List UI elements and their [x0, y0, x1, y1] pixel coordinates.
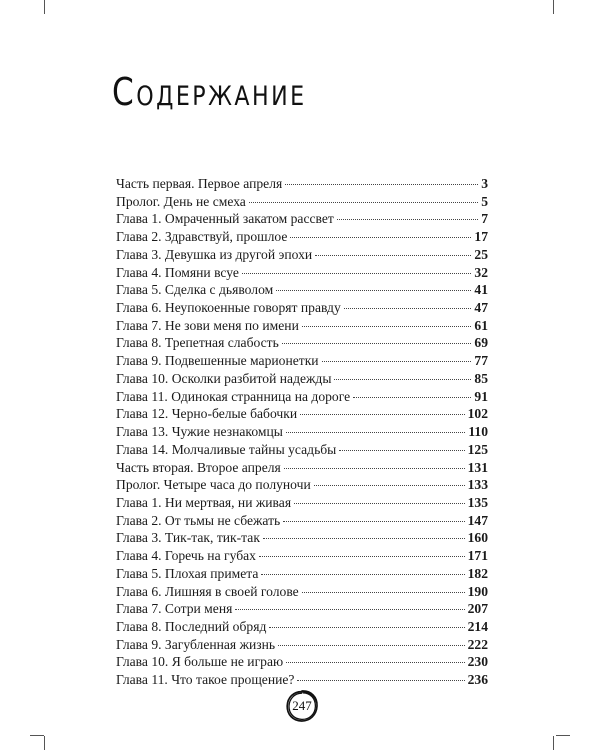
toc-entry-page: 207: [467, 601, 488, 617]
dot-leader: [263, 538, 465, 539]
toc-entry: [116, 459, 488, 477]
toc-entry-page: 61: [474, 317, 488, 333]
dot-leader: [334, 379, 471, 380]
page-title: Содержание: [112, 70, 307, 114]
toc-entry-page: 77: [474, 353, 488, 369]
dot-leader: [269, 627, 464, 628]
toc-entry: [116, 600, 488, 618]
toc-entry-title: Глава 13. Чужие незнакомцы: [116, 424, 283, 440]
page-number: 247: [292, 698, 312, 713]
toc-entry: [116, 317, 488, 335]
toc-entry-page: 133: [467, 477, 488, 493]
dot-leader: [261, 574, 464, 575]
toc-entry-title: Глава 6. Неупокоенные говорят правду: [116, 300, 341, 316]
toc-entry: [116, 653, 488, 671]
dot-leader: [242, 273, 471, 274]
toc-entry: [116, 476, 488, 494]
toc-entry-page: 160: [467, 530, 488, 546]
toc-entry-page: 41: [474, 282, 488, 298]
toc-entry-title: Часть первая. Первое апреля: [116, 176, 283, 191]
dot-leader: [278, 645, 465, 646]
toc-entry-title: Глава 1. Ни мертвая, ни живая: [116, 494, 292, 510]
toc-entry: [116, 299, 488, 317]
toc-entry-page: 7: [481, 211, 488, 227]
toc-entry-title: Глава 5. Сделка с дьяволом: [116, 282, 274, 298]
toc-entry-page: 17: [474, 229, 488, 245]
toc-entry: [116, 423, 488, 441]
dot-leader: [290, 237, 471, 238]
crop-mark-bottom-right-vertical: [553, 736, 554, 750]
dot-leader: [285, 184, 478, 185]
toc-entry: [116, 193, 488, 211]
toc-entry: [116, 583, 488, 601]
toc-entry-page: 25: [474, 246, 488, 262]
toc-entry-title: Глава 4. Горечь на губах: [116, 548, 256, 564]
toc-entry-title: Часть вторая. Второе апреля: [116, 459, 281, 475]
dot-leader: [283, 521, 464, 522]
toc-entry: [116, 352, 488, 370]
toc-entry-page: 131: [467, 459, 488, 475]
toc-entry-page: 3: [481, 176, 488, 191]
toc-entry-title: Глава 1. Омраченный закатом рассвет: [116, 211, 334, 227]
dot-leader: [259, 556, 465, 557]
toc-entry: [116, 388, 488, 406]
toc-entry-title: Пролог. Четыре часа до полуночи: [116, 477, 311, 493]
toc-entry-title: Глава 8. Последний обряд: [116, 618, 267, 634]
crop-mark-bottom-left-vertical: [44, 736, 45, 750]
toc-entry-title: Глава 9. Подвешенные марионетки: [116, 353, 319, 369]
toc-entry-title: Глава 2. От тьмы не сбежать: [116, 512, 281, 528]
dot-leader: [286, 432, 465, 433]
toc-entry-title: Глава 2. Здравствуй, прошлое: [116, 229, 288, 245]
toc-entry-page: 47: [474, 300, 488, 316]
toc-entry-page: 110: [468, 424, 488, 440]
toc-entry-title: Глава 11. Что такое прощение?: [116, 672, 295, 688]
dot-leader: [235, 609, 464, 610]
toc-entry-page: 214: [467, 618, 488, 634]
toc-entry-page: 32: [474, 264, 488, 280]
dot-leader: [339, 450, 464, 451]
toc-entry: [116, 494, 488, 512]
dot-leader: [282, 343, 472, 344]
toc-entry-page: 5: [481, 193, 488, 209]
toc-entry: [116, 441, 488, 459]
toc-entry-title: Глава 3. Тик-так, тик-так: [116, 530, 260, 546]
crop-mark-top-left: [44, 0, 45, 14]
crop-mark-top-right: [553, 0, 554, 14]
toc-entry-title: Пролог. День не смеха: [116, 193, 246, 209]
toc-entry-page: 147: [467, 512, 488, 528]
dot-leader: [353, 397, 471, 398]
toc-entry-title: Глава 14. Молчаливые тайны усадьбы: [116, 441, 337, 457]
dot-leader: [302, 326, 472, 327]
toc-entry: [116, 334, 488, 352]
toc-entry: [116, 264, 488, 282]
toc-entry-page: 91: [474, 388, 488, 404]
dot-leader: [286, 662, 464, 663]
toc-entry: [116, 618, 488, 636]
toc-entry: [116, 636, 488, 654]
dot-leader: [284, 468, 465, 469]
toc-entry-page: 230: [467, 654, 488, 670]
toc-entry-page: 125: [467, 441, 488, 457]
toc-entry-page: 69: [474, 335, 488, 351]
toc-entry-page: 171: [467, 548, 488, 564]
dot-leader: [249, 202, 478, 203]
toc-entry: [116, 405, 488, 423]
toc-entry: [116, 246, 488, 264]
toc-entry: [116, 228, 488, 246]
toc-entry-page: 182: [467, 565, 488, 581]
dot-leader: [344, 308, 472, 309]
dot-leader: [337, 219, 478, 220]
toc-entry: [116, 512, 488, 530]
toc-entry-title: Глава 4. Помяни всуе: [116, 264, 239, 280]
toc-entry: [116, 175, 488, 193]
toc-entry-title: Глава 12. Черно-белые бабочки: [116, 406, 298, 422]
toc-entry-page: 85: [474, 370, 488, 386]
dot-leader: [276, 290, 471, 291]
toc-entry-page: 222: [467, 636, 488, 652]
dot-leader: [322, 361, 472, 362]
toc-entry: [116, 529, 488, 547]
dot-leader: [315, 255, 471, 256]
dot-leader: [302, 592, 465, 593]
crop-mark-bottom-right-horizontal: [556, 735, 570, 736]
toc-entry-title: Глава 10. Я больше не играю: [116, 654, 284, 670]
toc-entry-page: 135: [467, 494, 488, 510]
toc-entry-title: Глава 6. Лишняя в своей голове: [116, 583, 299, 599]
toc-entry-title: Глава 8. Трепетная слабость: [116, 335, 279, 351]
toc-entry-title: Глава 3. Девушка из другой эпохи: [116, 246, 313, 262]
toc-entry-title: Глава 5. Плохая примета: [116, 565, 259, 581]
toc-entry-page: 190: [467, 583, 488, 599]
dot-leader: [300, 414, 464, 415]
toc-entry: [116, 370, 488, 388]
toc-entry: [116, 565, 488, 583]
dot-leader: [294, 503, 465, 504]
toc-entry-title: Глава 10. Осколки разбитой надежды: [116, 370, 332, 386]
toc-entry: [116, 547, 488, 565]
toc-entry-title: Глава 7. Не зови меня по имени: [116, 317, 299, 333]
toc-entry-title: Глава 7. Сотри меня: [116, 601, 233, 617]
page-number-badge: [284, 688, 320, 724]
toc-entry-title: Глава 11. Одинокая странница на дороге: [116, 388, 351, 404]
toc-entry-title: Глава 9. Загубленная жизнь: [116, 636, 276, 652]
crop-mark-bottom-left-horizontal: [30, 735, 44, 736]
toc-entry: [116, 671, 488, 689]
toc-entry: [116, 210, 488, 228]
dot-leader: [297, 680, 464, 681]
table-of-contents: [116, 175, 488, 689]
dot-leader: [314, 485, 465, 486]
toc-entry-page: 236: [467, 672, 488, 688]
toc-entry: [116, 281, 488, 299]
toc-entry-page: 102: [467, 406, 488, 422]
